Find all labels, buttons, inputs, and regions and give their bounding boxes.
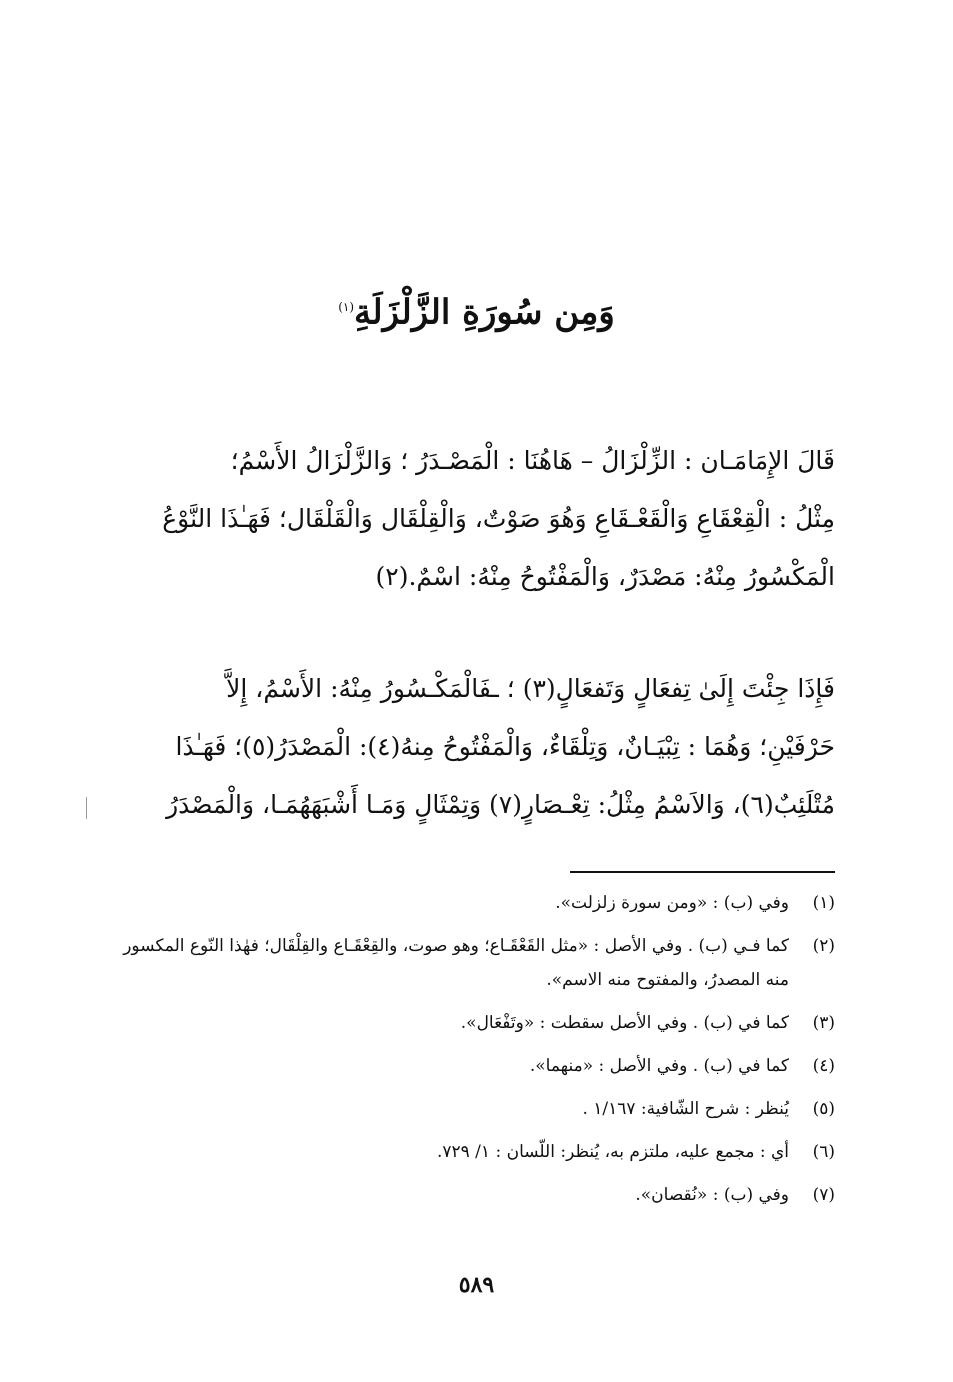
footnote-text: كما في (ب) . وفي الأصل : «منهما».	[529, 1056, 789, 1076]
footnote-item	[120, 1049, 835, 1083]
surah-title-text: وَمِن سُورَةِ الزَّلْزَلَةِ	[354, 292, 615, 333]
footnote-text: يُنظر : شرح الشّافية: ١/١٦٧ .	[582, 1099, 789, 1119]
footnote-item	[120, 1135, 835, 1169]
surah-title	[0, 282, 953, 337]
footnote-number: (٣)	[812, 1013, 835, 1033]
paragraph-2	[120, 660, 835, 834]
page-number: ٥٨٩	[458, 1272, 495, 1298]
paragraph-line: الْمَكْسُورُ مِنْهُ: مَصْدَرٌ، وَالْمَفْتُوحُ مِنْهُ: اسْمٌ.(٢)	[375, 562, 835, 591]
paragraph-1	[120, 432, 835, 606]
margin-mark	[86, 797, 87, 819]
footnote-item	[120, 929, 835, 997]
footnotes	[120, 886, 835, 1221]
footnote-item	[120, 1092, 835, 1126]
paragraph-line: مُتْلَئِبٌ(٦)، وَالاَسْمُ مِثْلُ: تِعْـصَارٍ(٧) وَتِمْثَالٍ وَمَـا أَشْبَهَهُمَـا، وَالْمَصْدَرُ	[166, 790, 835, 819]
footnote-separator	[570, 871, 835, 873]
footnote-text: أي : مجمع عليه، ملتزم به، يُنظر: اللّسان : ١/ ٧٢٩.	[436, 1142, 789, 1162]
paragraph-line: فَإِذَا جِئْتَ إِلَىٰ تِفعَالٍ وَتَفعَالٍ(٣) ؛ ـفَالْمَكْـسُورُ مِنْهُ: الأَسْمُ، إِلاَّ	[226, 674, 835, 703]
footnote-number: (١)	[812, 893, 835, 913]
footnote-item	[120, 886, 835, 920]
footnote-item	[120, 1178, 835, 1212]
footnote-text: كما في (ب) . وفي الأصل سقطت : «وتَفْعَال».	[460, 1013, 789, 1033]
footnote-number: (٤)	[812, 1056, 835, 1076]
footnote-number: (٧)	[812, 1185, 835, 1205]
footnote-number: (٢)	[812, 936, 835, 956]
footnote-number: (٥)	[812, 1099, 835, 1119]
paragraph-line: قَالَ الإِمَامَـان : الزِّلْزَالُ – هَاهُنَا : الْمَصْـدَرُ ؛ وَالزَّلْزَالُ الأَسْمُ؛	[230, 446, 835, 475]
title-footnote-ref: (١)	[338, 300, 355, 314]
paragraph-line: حَرْفَيْنِ؛ وَهُمَا : تِبْيَـانٌ، وَتِلْقَاءٌ، وَالْمَفْتُوحُ مِنهُ(٤): الْمَصْدَرُ(٥)؛ فَهَـٰذَا	[175, 732, 835, 761]
footnote-text: وفي (ب) : «ومن سورة زلزلت».	[555, 893, 789, 913]
footnote-item	[120, 1006, 835, 1040]
footnote-number: (٦)	[812, 1142, 835, 1162]
footnote-text: وفي (ب) : «نُقصان».	[635, 1185, 789, 1205]
footnote-text: كما فـي (ب) . وفي الأصل : «مثل القَعْقَـاع؛ وهو صوت، والقِعْقَـاع والقِلْقَال؛ فهٰذا النّوع المكسور منه المصدرُ، والمفتوح منه الاسم».	[123, 936, 789, 990]
paragraph-line: مِثْلُ : الْقِعْقَاعِ وَالْقَعْـقَاعِ وَهُوَ صَوْتٌ، وَالْقِلْقَال وَالْقَلْقَال؛ فَهَـٰذَا النَّوْعُ	[162, 504, 835, 533]
